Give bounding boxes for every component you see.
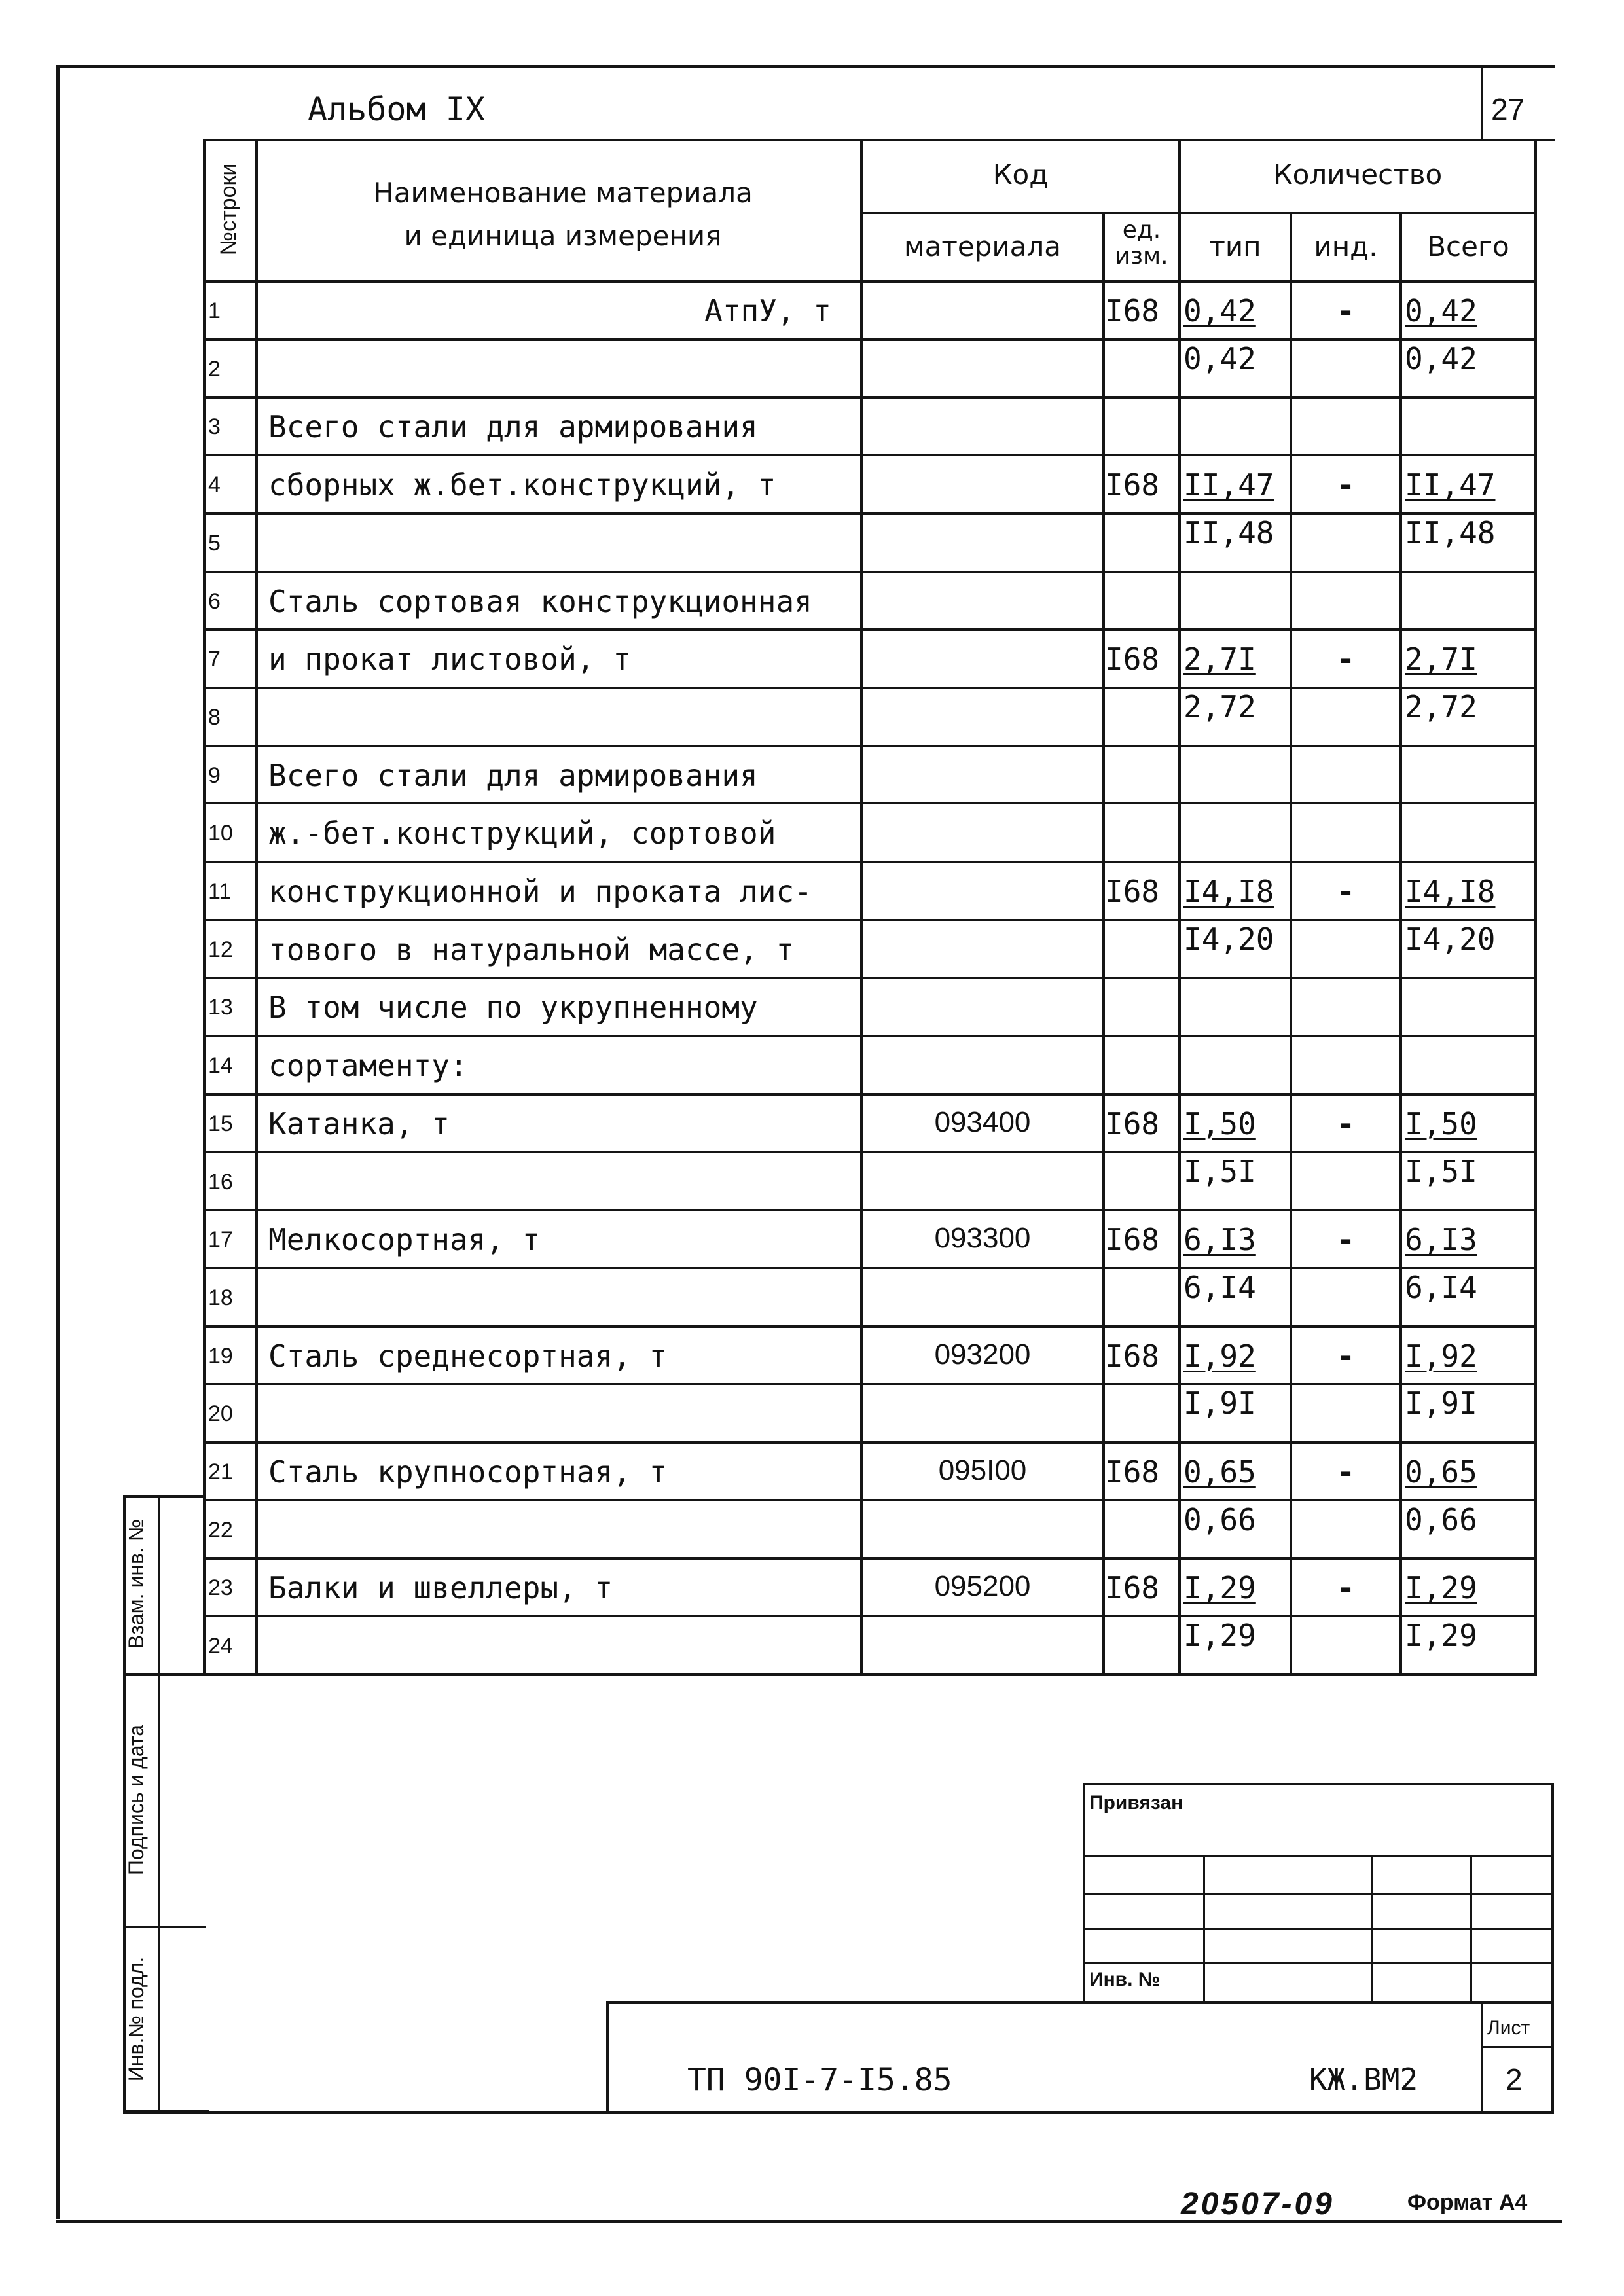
row-type: 0,66 [1183, 1501, 1256, 1537]
table-row-rule [203, 512, 1537, 515]
row-type: I,50 [1183, 1105, 1256, 1141]
table-col-line [860, 139, 863, 1675]
row-name: В том числе по укрупненному [268, 990, 758, 1026]
header-quantity: Количество [1272, 158, 1443, 190]
row-type: 6,I3 [1183, 1222, 1256, 1258]
table-col-line [1534, 139, 1537, 1675]
titleblock-rule [1083, 1783, 1554, 1785]
table-row-rule [203, 919, 1537, 921]
table-row-rule [203, 745, 1537, 747]
inv-no-label: Инв. № [1089, 1969, 1161, 1990]
row-type: 2,72 [1183, 689, 1256, 725]
row-type: I,9I [1183, 1386, 1256, 1422]
titleblock-right [1551, 1783, 1554, 2113]
row-total: I,50 [1405, 1105, 1477, 1141]
row-type: II,48 [1183, 514, 1274, 550]
row-unit: I68 [1105, 1222, 1160, 1258]
row-no: 2 [208, 356, 221, 382]
table-row-rule [203, 1615, 1537, 1617]
table-row-rule [203, 396, 1537, 399]
row-total: 6,I4 [1405, 1269, 1477, 1305]
stamp-rule [123, 1926, 206, 1928]
row-no: 12 [208, 937, 233, 962]
titleblock-col [1203, 1855, 1205, 2003]
titleblock-col [1083, 1783, 1085, 2003]
row-total: 0,42 [1405, 293, 1477, 329]
row-total: I,5I [1405, 1153, 1477, 1189]
table-row-rule [203, 861, 1537, 863]
row-unit: I68 [1105, 1105, 1160, 1141]
row-no: 5 [208, 530, 221, 556]
row-name: Катанка, т [268, 1105, 450, 1141]
row-no: 3 [208, 414, 221, 440]
row-total: I,29 [1405, 1618, 1477, 1654]
table-row-rule [203, 628, 1537, 631]
row-unit: I68 [1105, 1338, 1160, 1374]
row-total: I4,I8 [1405, 874, 1496, 909]
row-code: 095I00 [938, 1454, 1027, 1486]
row-code: 093200 [934, 1338, 1031, 1371]
row-total: I,9I [1405, 1386, 1477, 1422]
row-no: 1 [208, 298, 221, 323]
row-total: I,92 [1405, 1338, 1477, 1374]
stamp-top-rule [123, 1495, 206, 1498]
row-no: 10 [208, 821, 233, 846]
sheet-number: 27 [1491, 92, 1525, 126]
row-no: 15 [208, 1111, 233, 1136]
row-total: 2,72 [1405, 689, 1477, 725]
row-no: 17 [208, 1227, 233, 1253]
titleblock-left [606, 2001, 609, 2113]
row-no: 20 [208, 1401, 233, 1427]
table-row-rule [203, 454, 1537, 456]
row-no: 8 [208, 704, 221, 730]
table-row-rule [203, 338, 1537, 341]
titleblock-sheet-rule [1481, 2046, 1554, 2048]
row-type: 0,42 [1183, 293, 1256, 329]
row-type: I4,I8 [1183, 874, 1274, 909]
row-code: 095200 [934, 1570, 1031, 1603]
album-row-rule [203, 139, 1555, 141]
row-type: 0,42 [1183, 340, 1256, 376]
header-qty-ind: инд. [1314, 230, 1378, 262]
titleblock-rule [1083, 1962, 1554, 1964]
table-col-line [1178, 139, 1181, 1675]
row-ind: - [1337, 1338, 1355, 1374]
header-qty-type: тип [1209, 230, 1261, 262]
archive-number: 20507-09 [1181, 2187, 1335, 2221]
table-row-rule [203, 1209, 1537, 1211]
sheet-number-divider [1481, 65, 1483, 141]
row-total: 0,65 [1405, 1454, 1477, 1490]
row-type: I,29 [1183, 1618, 1256, 1654]
titleblock-rule [1083, 1855, 1554, 1857]
frame-left-border [56, 65, 60, 2219]
titleblock-sheet-col [1481, 2001, 1483, 2113]
header-code-unit: ед. изм. [1115, 217, 1168, 270]
row-name: ж.-бет.конструкций, сортовой [268, 816, 776, 852]
row-ind: - [1337, 874, 1355, 909]
row-no: 21 [208, 1460, 233, 1484]
table-row-rule [203, 1441, 1537, 1444]
row-no: 11 [208, 879, 232, 904]
titleblock-rule [1083, 1893, 1554, 1895]
format-label: Формат А4 [1407, 2190, 1528, 2215]
frame-top-border [56, 65, 1555, 68]
table-row-rule [203, 1557, 1537, 1560]
header-qty-total: Всего [1427, 230, 1509, 262]
row-type: 0,65 [1183, 1454, 1256, 1490]
row-name: Сталь среднесортная, т [268, 1338, 668, 1374]
row-unit: I68 [1105, 293, 1160, 329]
row-no: 22 [208, 1517, 233, 1543]
row-no: 4 [208, 473, 221, 498]
row-ind: - [1337, 1570, 1355, 1606]
row-no: 6 [208, 588, 221, 614]
header-row-number: №строки [216, 163, 241, 256]
album-title: Альбом IX [308, 90, 485, 128]
table-col-line [203, 139, 206, 1675]
table-col-line [1399, 212, 1402, 1675]
row-type: I,5I [1183, 1153, 1256, 1189]
row-no: 19 [208, 1343, 233, 1369]
table-row-rule [203, 1151, 1537, 1153]
stamp-inv-podl: Инв.№ подл. [124, 1956, 148, 2082]
stamp-vzam-inv: Взам. инв. № [124, 1518, 148, 1649]
row-ind: - [1337, 467, 1355, 503]
table-row-rule [203, 1499, 1537, 1501]
table-row-rule [203, 1093, 1537, 1096]
row-ind: - [1337, 641, 1355, 677]
row-type: 2,7I [1183, 641, 1256, 677]
row-type: I,29 [1183, 1570, 1256, 1606]
row-no: 18 [208, 1285, 233, 1310]
row-name: Сталь крупносортная, т [268, 1454, 668, 1490]
titleblock-bottom [123, 2111, 1554, 2114]
row-code: 093400 [934, 1105, 1031, 1138]
row-unit: I68 [1105, 641, 1160, 677]
row-total: 2,7I [1405, 641, 1477, 677]
titleblock-main-top [606, 2001, 1554, 2004]
row-total: II,47 [1405, 467, 1496, 503]
titleblock-col [1470, 1855, 1472, 2003]
stamp-podpis-data: Подпись и дата [124, 1724, 148, 1876]
row-name: тового в натуральной массе, т [268, 931, 795, 967]
row-code: 093300 [934, 1222, 1031, 1255]
row-type: I4,20 [1183, 921, 1274, 957]
table-row-rule [203, 1035, 1537, 1037]
row-no: 14 [208, 1053, 233, 1079]
row-total: I4,20 [1405, 921, 1496, 957]
row-name: Мелкосортная, т [268, 1222, 541, 1258]
header-bottom-rule [203, 280, 1537, 283]
row-no: 24 [208, 1634, 233, 1659]
row-no: 7 [208, 647, 221, 672]
row-name: Балки и швеллеры, т [268, 1570, 613, 1606]
table-row-rule [203, 1267, 1537, 1269]
row-name: конструкционной и проката лис- [268, 874, 812, 909]
header-material-name: Наименование материала и единица измерения [373, 177, 753, 252]
stamp-inner-divider [158, 1495, 160, 2112]
table-row-rule [203, 1383, 1537, 1385]
row-unit: I68 [1105, 874, 1160, 909]
row-name: Сталь сортовая конструкционная [268, 583, 812, 619]
header-subrule [860, 212, 1537, 214]
row-name: АтпУ, т [704, 293, 831, 329]
frame-bottom-border [56, 2220, 1562, 2223]
stamp-rule [123, 1673, 1537, 1676]
row-name: Всего стали для армирования [268, 409, 758, 445]
sheet-label: Лист [1487, 2017, 1530, 2039]
document-mark: КЖ.ВМ2 [1309, 2062, 1418, 2097]
row-type: I,92 [1183, 1338, 1256, 1374]
row-ind: - [1337, 293, 1355, 329]
row-name: Всего стали для армирования [268, 757, 758, 793]
row-no: 16 [208, 1169, 233, 1194]
header-code-material: материала [903, 230, 1061, 262]
row-no: 13 [208, 995, 233, 1020]
row-name: сборных ж.бет.конструкций, т [268, 467, 776, 503]
row-unit: I68 [1105, 1570, 1160, 1606]
row-no: 23 [208, 1575, 233, 1601]
table-row-rule [203, 687, 1537, 689]
titleblock-rule [1083, 1928, 1554, 1930]
privyazan-label: Привязан [1089, 1792, 1183, 1814]
titleblock-col [1371, 1855, 1373, 2003]
row-name: сортаменту: [268, 1048, 468, 1084]
row-type: 6,I4 [1183, 1269, 1256, 1305]
sheet-value: 2 [1506, 2062, 1523, 2096]
row-ind: - [1337, 1222, 1355, 1258]
row-no: 9 [208, 762, 221, 788]
table-row-rule [203, 977, 1537, 979]
row-ind: - [1337, 1454, 1355, 1490]
row-total: I,29 [1405, 1570, 1477, 1606]
document-code: ТП 90I-7-I5.85 [687, 2062, 952, 2098]
table-col-line [255, 139, 258, 1675]
row-total: 6,I3 [1405, 1222, 1477, 1258]
row-ind: - [1337, 1105, 1355, 1141]
table-row-rule [203, 1325, 1537, 1328]
row-total: 0,42 [1405, 340, 1477, 376]
row-type: II,47 [1183, 467, 1274, 503]
row-unit: I68 [1105, 467, 1160, 503]
table-row-rule [203, 802, 1537, 804]
row-unit: I68 [1105, 1454, 1160, 1490]
table-row-rule [203, 571, 1537, 573]
row-total: II,48 [1405, 514, 1496, 550]
header-code: Код [992, 158, 1049, 190]
row-total: 0,66 [1405, 1501, 1477, 1537]
row-name: и прокат листовой, т [268, 641, 631, 677]
